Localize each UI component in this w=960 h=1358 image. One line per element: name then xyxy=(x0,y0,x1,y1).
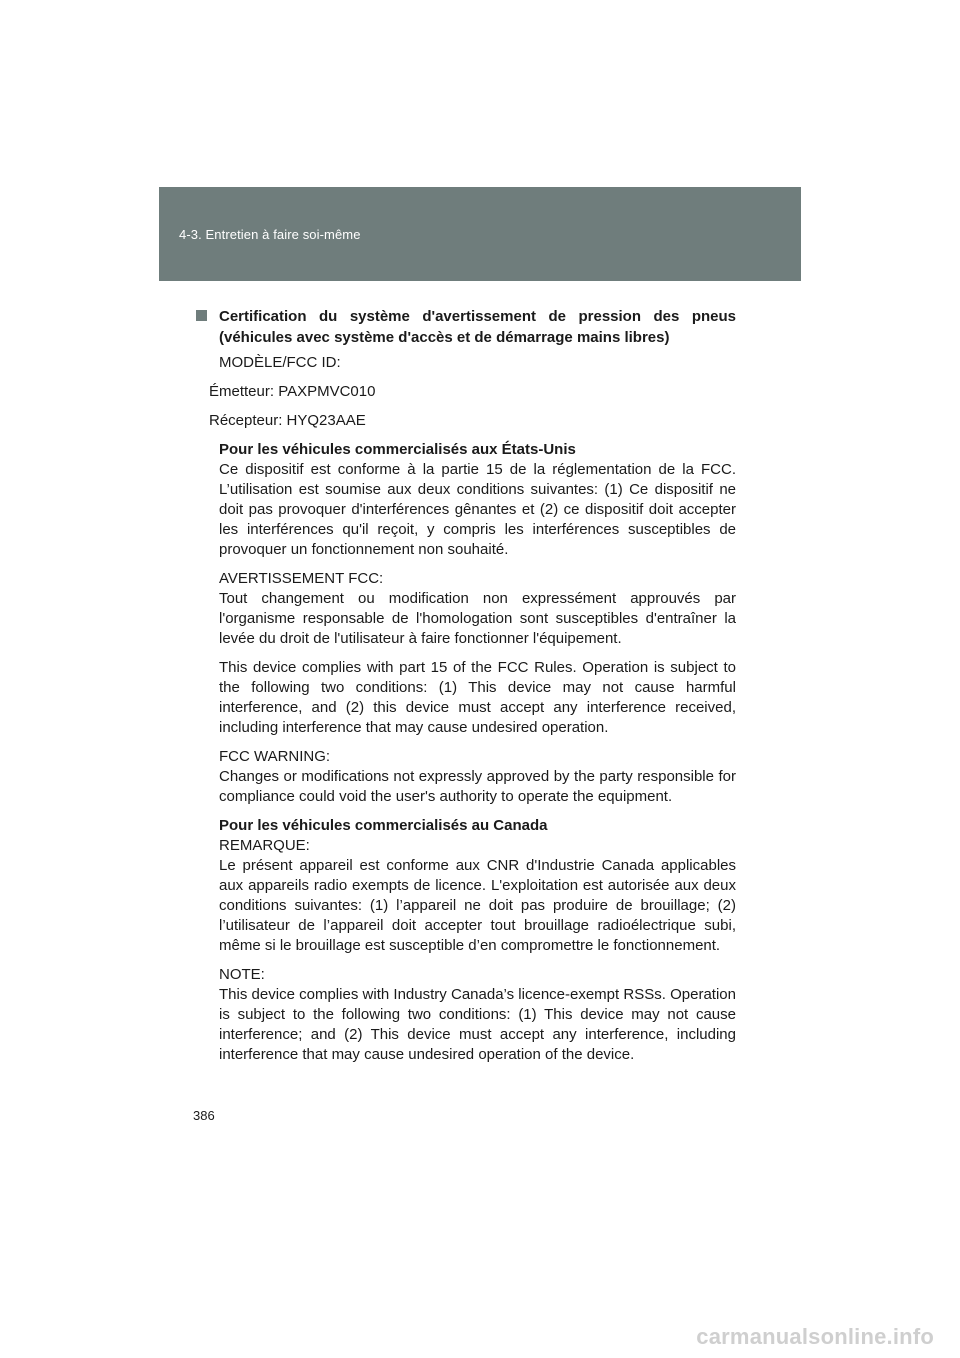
chapter-title: 4-3. Entretien à faire soi-même xyxy=(179,227,361,242)
canada-heading: Pour les véhicules commercialisés au Canada xyxy=(219,817,548,834)
header-band xyxy=(159,187,801,281)
fcc-warning-block xyxy=(192,747,736,807)
note-label: NOTE: xyxy=(219,966,265,983)
canada-block xyxy=(192,816,736,956)
fcc-warning-body: Changes or modifications not expressly approved by the party responsible for compliance could void the user's authority to operate the equipment. xyxy=(219,768,736,805)
usa-fr-body: Ce dispositif est conforme à la partie 15 de la réglementation de la FCC. L’utilisation est soumise aux deux conditions suivantes: (1) Ce dispositif ne doit pas provoquer d'interférences gênantes et (2) ce dispositif doit accepter les interférences qu'il reçoit, y compris les interférences susceptibles de provoquer un fonctionnement non souhaité. xyxy=(219,461,736,558)
section-heading xyxy=(192,306,736,348)
usa-en-block xyxy=(192,658,736,738)
section-title: Certification du système d'avertissement de pression des pneus (véhicules avec système d'accès et de démarrage mains libres) xyxy=(219,308,736,346)
note-block xyxy=(192,965,736,1065)
recepteur-id: Récepteur: HYQ23AAE xyxy=(209,412,366,429)
avertissement-block xyxy=(192,569,736,649)
fcc-warning-heading: FCC WARNING: xyxy=(219,748,331,765)
usa-en-body: This device complies with part 15 of the FCC Rules. Operation is subject to the following two conditions: (1) This device may not cause harmful interference, and (2) this device must accept any interference received, including interference that may cause undesired operation. xyxy=(219,659,736,736)
page-content xyxy=(192,306,736,1074)
emetteur-block xyxy=(192,382,736,402)
emetteur-id: Émetteur: PAXPMVC010 xyxy=(209,383,376,400)
model-label: MODÈLE/FCC ID: xyxy=(219,354,341,371)
recepteur-block xyxy=(192,411,736,431)
square-bullet-icon xyxy=(196,310,207,321)
site-watermark: carmanualsonline.info xyxy=(696,1324,934,1349)
avertissement-body: Tout changement ou modification non expressément approuvés par l'organisme responsable de l'homologation sont susceptibles d'entraîner la levée du droit de l'utilisateur à faire fonctionner l'équipement. xyxy=(219,590,736,647)
usa-fr-block xyxy=(192,440,736,560)
note-body: This device complies with Industry Canada’s licence-exempt RSSs. Operation is subject to the following two conditions: (1) This device may not cause interference; and (2) This device must accept any interference, including interference that may cause undesired operation of the device. xyxy=(219,986,736,1063)
usa-fr-heading: Pour les véhicules commercialisés aux États-Unis xyxy=(219,441,576,458)
avertissement-heading: AVERTISSEMENT FCC: xyxy=(219,570,384,587)
remarque-label: REMARQUE: xyxy=(219,837,310,854)
model-block xyxy=(192,353,736,373)
page-number: 386 xyxy=(193,1108,215,1123)
remarque-body: Le présent appareil est conforme aux CNR d'Industrie Canada applicables aux appareils radio exempts de licence. L'exploitation est autorisée aux deux conditions suivantes: (1) l’appareil ne doit pas produire de brouillage; (2) l’utilisateur de l’appareil doit accepter tout brouillage radioélectrique subi, même si le brouillage est susceptible d’en compromettre le fonctionnement. xyxy=(219,857,736,954)
